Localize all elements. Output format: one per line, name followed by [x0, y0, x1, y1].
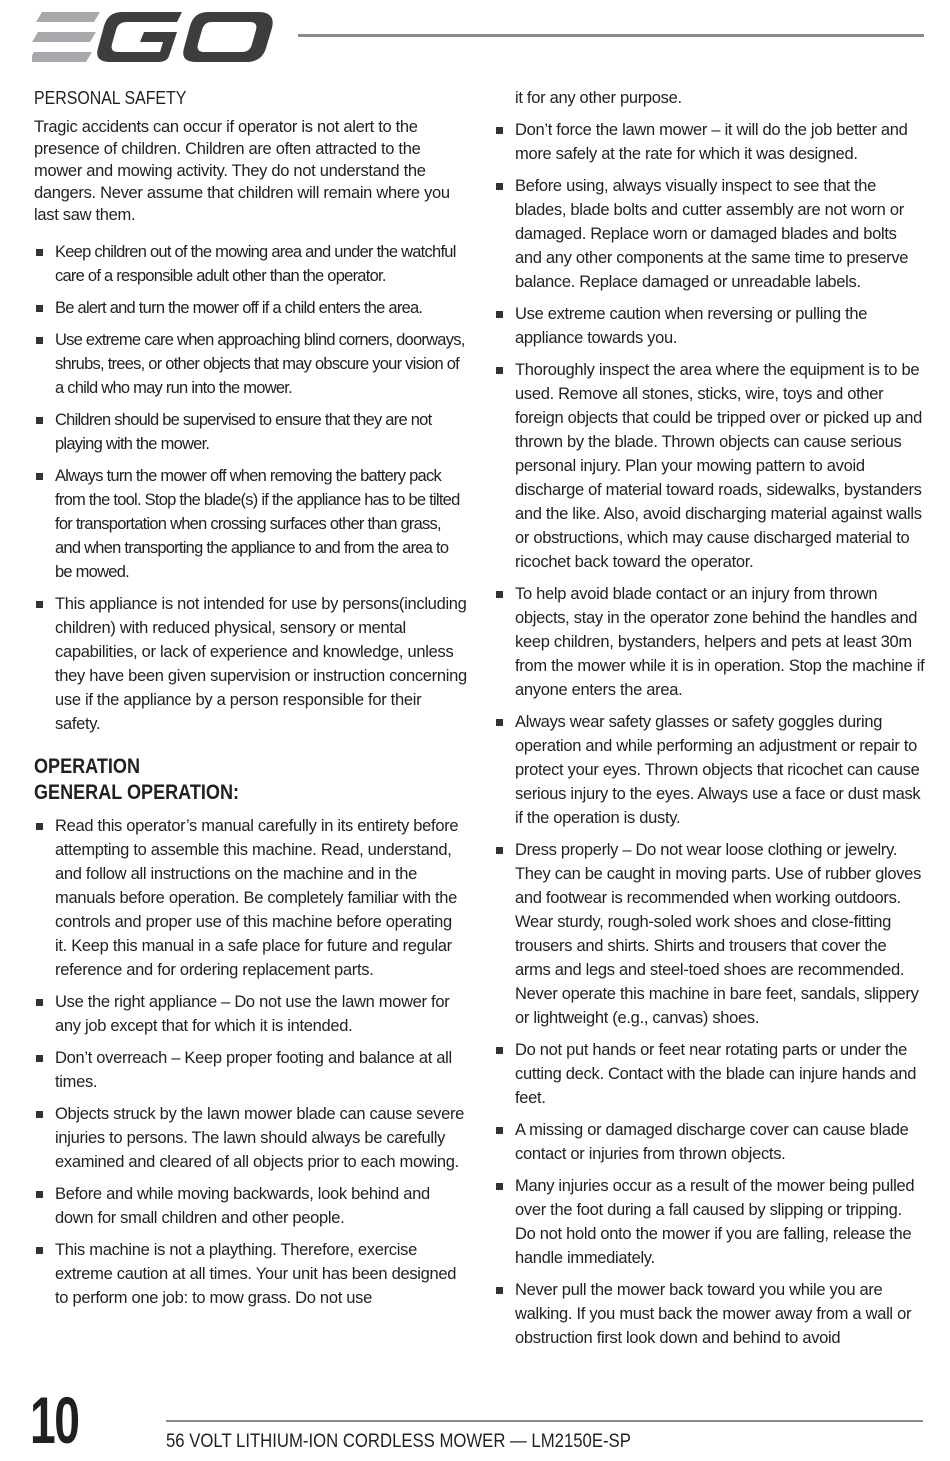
- list-item: Be alert and turn the mower off if a child enters the area.: [34, 296, 468, 320]
- list-item: Use extreme caution when reversing or pulling the appliance towards you.: [494, 302, 926, 350]
- header-rule: [298, 34, 924, 37]
- personal-safety-list: [34, 240, 468, 736]
- right-column: [494, 86, 926, 1358]
- list-item: Use the right appliance – Do not use the lawn mower for any job except that for which it is intended.: [34, 990, 468, 1038]
- continued-text: it for any other purpose.: [515, 89, 682, 107]
- list-item: Many injuries occur as a result of the mower being pulled over the foot during a fall caused by slipping or tripping. Do not hold onto the mower if you are falling, release the handle immediately.: [494, 1174, 926, 1270]
- list-item: Use extreme care when approaching blind corners, doorways, shrubs, trees, or other objects that may obscure your vision of a child who may run into the mower.: [34, 328, 468, 400]
- list-item: Never pull the mower back toward you while you are walking. If you must back the mower away from a wall or obstruction first look down and behind to avoid: [494, 1278, 926, 1350]
- operation-heading: OPERATION: [34, 755, 141, 778]
- list-item: This appliance is not intended for use by persons(including children) with reduced physical, sensory or mental capabilities, or lack of experience and knowledge, unless they have been given supervision or instruction concerning use if the appliance by a person responsible for their safety.: [34, 592, 468, 736]
- general-operation-heading: GENERAL OPERATION:: [34, 781, 240, 804]
- list-item: To help avoid blade contact or an injury from thrown objects, stay in the operator zone behind the handles and keep children, bystanders, helpers and pets at least 30m from the mower while it is in operation. Stop the machine if anyone enters the area.: [494, 582, 926, 702]
- list-item: Keep children out of the mowing area and under the watchful care of a responsible adult other than the operator.: [34, 240, 468, 288]
- list-item: Read this operator’s manual carefully in its entirety before attempting to assemble this machine. Read, understand, and follow all instructions on the machine and in the manuals before operation. Be completely familiar with the controls and proper use of this machine before operating it. Keep this manual in a safe place for future and regular reference and for ordering replacement parts.: [34, 814, 468, 982]
- list-item: Dress properly – Do not wear loose clothing or jewelry. They can be caught in moving parts. Use of rubber gloves and footwear is recommended when working outdoors. Wear sturdy, rough-soled work shoes and close-fitting trousers and shirts. Shirts and trousers that cover the arms and legs and steel-toed shoes are recommended. Never operate this machine in bare feet, sandals, slippery or lightweight (e.g., canvas) shoes.: [494, 838, 926, 1030]
- list-item: Before and while moving backwards, look behind and down for small children and other people.: [34, 1182, 468, 1230]
- personal-safety-intro: Tragic accidents can occur if operator is not alert to the presence of children. Children are often attracted to the mower and mowing activity. They do not understand the dangers. Never assume that children will remain where you last saw them.: [34, 118, 450, 224]
- list-item: Before using, always visually inspect to see that the blades, blade bolts and cutter assembly are not worn or damaged. Replace worn or damaged blades and bolts and any other components at the same time to preserve balance. Replace damaged or unreadable labels.: [494, 174, 926, 294]
- list-item: Don’t overreach – Keep proper footing and balance at all times.: [34, 1046, 468, 1094]
- list-item: Always wear safety glasses or safety goggles during operation and while performing an adjustment or repair to protect your eyes. Thrown objects that ricochet can cause serious injury to the eyes. Always use a face or dust mask if the operation is dusty.: [494, 710, 926, 830]
- list-item: Children should be supervised to ensure that they are not playing with the mower.: [34, 408, 468, 456]
- list-item: This machine is not a plaything. Therefore, exercise extreme caution at all times. Your unit has been designed to perform one job: to mow grass. Do not use: [34, 1238, 468, 1310]
- footer-title: 56 VOLT LITHIUM-ION CORDLESS MOWER — LM2150E-SP: [166, 1431, 631, 1452]
- page-number: 10: [30, 1383, 79, 1457]
- right-safety-list: [494, 118, 926, 1350]
- list-item: Do not put hands or feet near rotating parts or under the cutting deck. Contact with the blade can injure hands and feet.: [494, 1038, 926, 1110]
- list-item: Objects struck by the lawn mower blade can cause severe injuries to persons. The lawn should always be carefully examined and cleared of all objects prior to each mowing.: [34, 1102, 468, 1174]
- list-item: Thoroughly inspect the area where the equipment is to be used. Remove all stones, sticks, wire, toys and other foreign objects that could be tripped over or picked up and thrown by the blade. Thrown objects can cause serious personal injury. Plan your mowing pattern to avoid discharge of material toward roads, sidewalks, bystanders and the like. Also, avoid discharging material against walls or obstructions, which may cause discharged material to ricochet back toward the operator.: [494, 358, 926, 574]
- footer-rule: [166, 1420, 923, 1422]
- list-item: Don’t force the lawn mower – it will do the job better and more safely at the rate for which it was designed.: [494, 118, 926, 166]
- ego-logo: [32, 10, 274, 64]
- list-item: A missing or damaged discharge cover can cause blade contact or injuries from thrown objects.: [494, 1118, 926, 1166]
- personal-safety-heading: PERSONAL SAFETY: [34, 87, 187, 108]
- general-operation-list: [34, 814, 468, 1310]
- left-column: [34, 86, 468, 1318]
- list-item: Always turn the mower off when removing the battery pack from the tool. Stop the blade(s) if the appliance has to be tilted for transportation when crossing surfaces other than grass, and when transporting the appliance to and from the area to be mowed.: [34, 464, 468, 584]
